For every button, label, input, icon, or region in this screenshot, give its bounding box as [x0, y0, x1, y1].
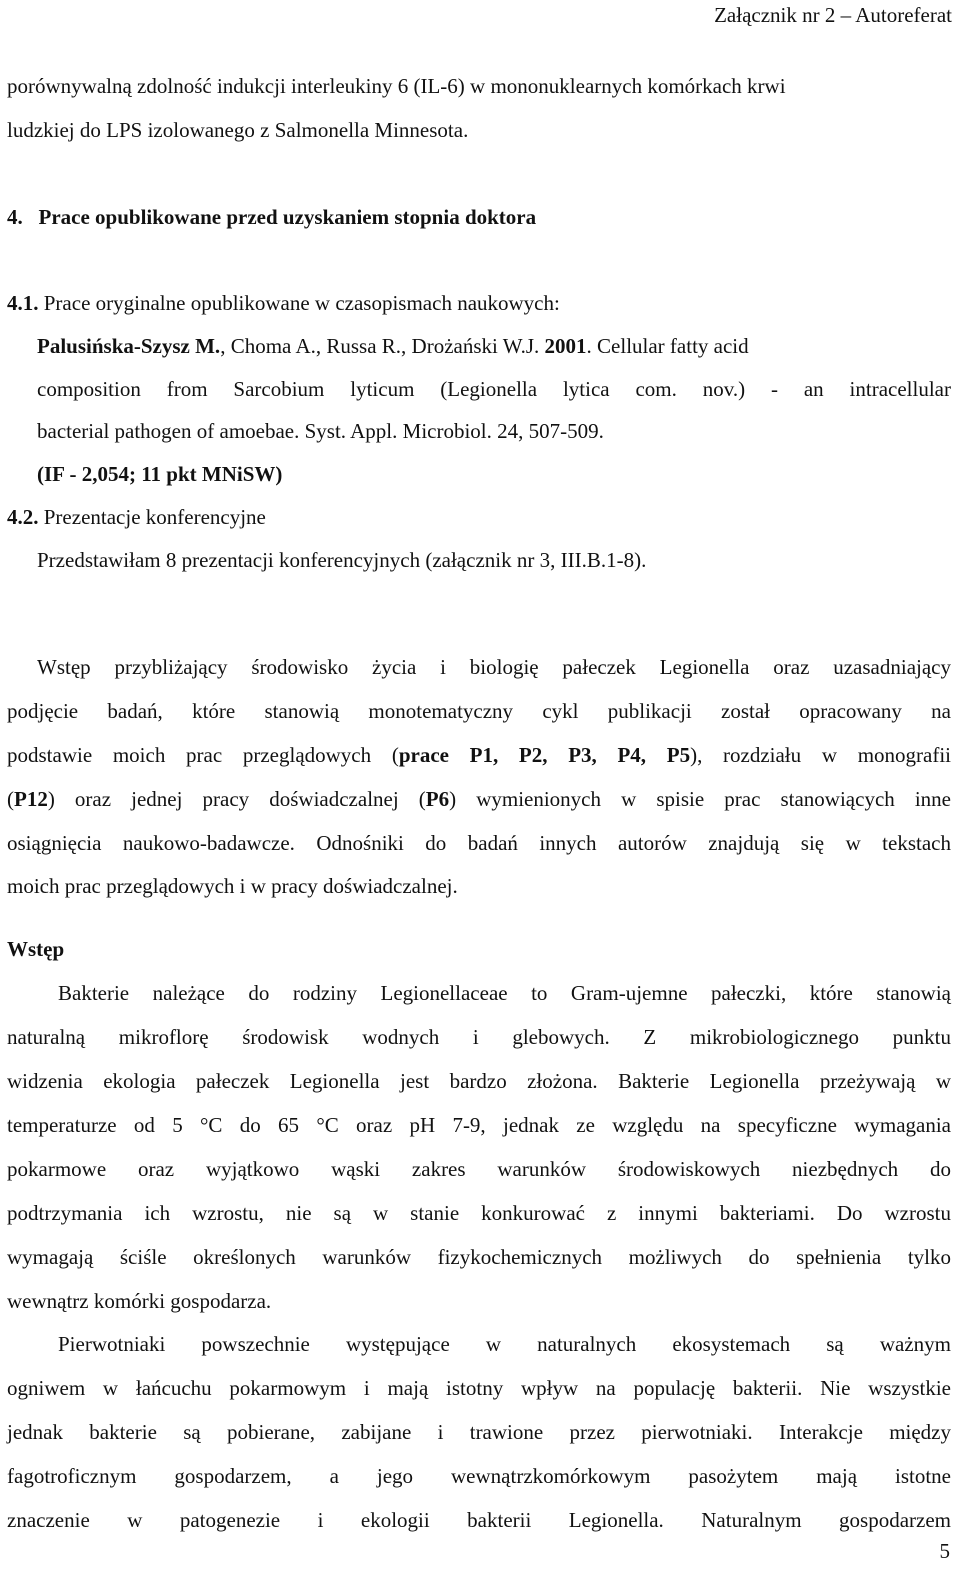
- para2-line-4: temperaturze od 5 °C do 65 °C oraz pH 7-9, jednak ze względu na specyficzne wymagania: [7, 1113, 951, 1137]
- experimental-ref: P6: [425, 787, 450, 811]
- para1-line-1: Wstęp przybliżający środowisko życia i biologię pałeczek Legionella oraz uzasadniający: [37, 655, 951, 679]
- works-references: prace P1, P2, P3, P4, P5: [398, 743, 691, 767]
- impact-factor: (IF - 2,054; 11 pkt MNiSW): [37, 462, 283, 486]
- citation-year: 2001: [544, 334, 587, 358]
- intro-line-2: ludzkiej do LPS izolowanego z Salmonella Minnesota.: [7, 118, 469, 142]
- para3-line-4: fagotroficznym gospodarzem, a jego wewnątrzkomórkowym pasożytem mają istotne: [7, 1464, 951, 1488]
- para1-line-4: (P12) oraz jednej pracy doświadczalnej (P6) wymienionych w spisie prac stanowiących inne: [7, 787, 952, 811]
- para2-line-2: naturalną mikroflorę środowisk wodnych i glebowych. Z mikrobiologicznego punktu: [7, 1025, 951, 1049]
- para2-line-1: Bakterie należące do rodziny Legionellaceae to Gram-ujemne pałeczki, które stanowią: [58, 981, 951, 1005]
- para2-line-8: wewnątrz komórki gospodarza.: [7, 1289, 272, 1313]
- section-4-heading: [7, 204, 951, 230]
- para2-line-6: podtrzymania ich wzrostu, nie są w stanie konkurować z innymi bakteriami. Do wzrostu: [7, 1201, 951, 1225]
- section-4-2-number: 4.2.: [7, 505, 39, 529]
- citation-line-2: composition from Sarcobium lyticum (Legionella lytica com. nov.) - an intracellular: [37, 377, 951, 401]
- para3-line-1: Pierwotniaki powszechnie występujące w naturalnych ekosystemach są ważnym: [58, 1332, 951, 1356]
- citation-line-1: [37, 333, 951, 359]
- page-header: Załącznik nr 2 – Autoreferat: [714, 3, 952, 27]
- para1-line-3: podstawie moich prac przeglądowych (prace P1, P2, P3, P4, P5), rozdziału w monografii: [7, 743, 952, 767]
- section-4-2-text: Przedstawiłam 8 prezentacji konferencyjnych (załącznik nr 3, III.B.1-8).: [37, 548, 647, 572]
- section-4-2-title: Prezentacje konferencyjne: [38, 505, 266, 529]
- section-4-1-heading: [7, 290, 951, 316]
- para2-line-3: widzenia ekologia pałeczek Legionella jest bardzo złożona. Bakterie Legionella przeżywają w: [7, 1069, 951, 1093]
- section-4-1-title: Prace oryginalne opublikowane w czasopismach naukowych:: [43, 291, 560, 315]
- monograph-ref: P12: [14, 787, 48, 811]
- citation-title-start: . Cellular fatty acid: [586, 334, 749, 358]
- section-4-1-number: 4.1.: [7, 291, 39, 315]
- para1-line-5: osiągnięcia naukowo-badawcze. Odnośniki do badań innych autorów znajdują się w tekstach: [7, 831, 951, 855]
- page-number: 5: [939, 1539, 950, 1563]
- section-4-2-heading: [7, 504, 951, 530]
- citation-authors: Palusińska-Szysz M.: [37, 334, 221, 358]
- para3-line-3: jednak bakterie są pobierane, zabijane i trawione przez pierwotniaki. Interakcje między: [7, 1420, 951, 1444]
- para1-line-6: moich prac przeglądowych i w pracy doświadczalnej.: [7, 874, 458, 898]
- para3-line-2: ogniwem w łańcuchu pokarmowym i mają istotny wpływ na populację bakterii. Nie wszystkie: [7, 1376, 951, 1400]
- wstep-heading: Wstęp: [7, 937, 65, 961]
- section-4-title: Prace opublikowane przed uzyskaniem stopnia doktora: [38, 205, 537, 229]
- citation-line-3: bacterial pathogen of amoebae. Syst. Appl. Microbiol. 24, 507-509.: [37, 419, 604, 443]
- para2-line-5: pokarmowe oraz wyjątkowo wąski zakres warunków środowiskowych niezbędnych do: [7, 1157, 951, 1181]
- citation-impact: [37, 461, 951, 487]
- section-4-number: 4.: [7, 205, 23, 229]
- citation-coauthors: , Choma A., Russa R., Drożański W.J.: [220, 334, 545, 358]
- para1-line-2: podjęcie badań, które stanowią monotematyczny cykl publikacji został opracowany na: [7, 699, 951, 723]
- para2-line-7: wymagają ściśle określonych warunków fizykochemicznych możliwych do spełnienia tylko: [7, 1245, 951, 1269]
- para3-line-5: znaczenie w patogenezie i ekologii bakterii Legionella. Naturalnym gospodarzem: [7, 1508, 951, 1532]
- intro-line-1: porównywalną zdolność indukcji interleukiny 6 (IL-6) w mononuklearnych komórkach krwi: [7, 74, 786, 98]
